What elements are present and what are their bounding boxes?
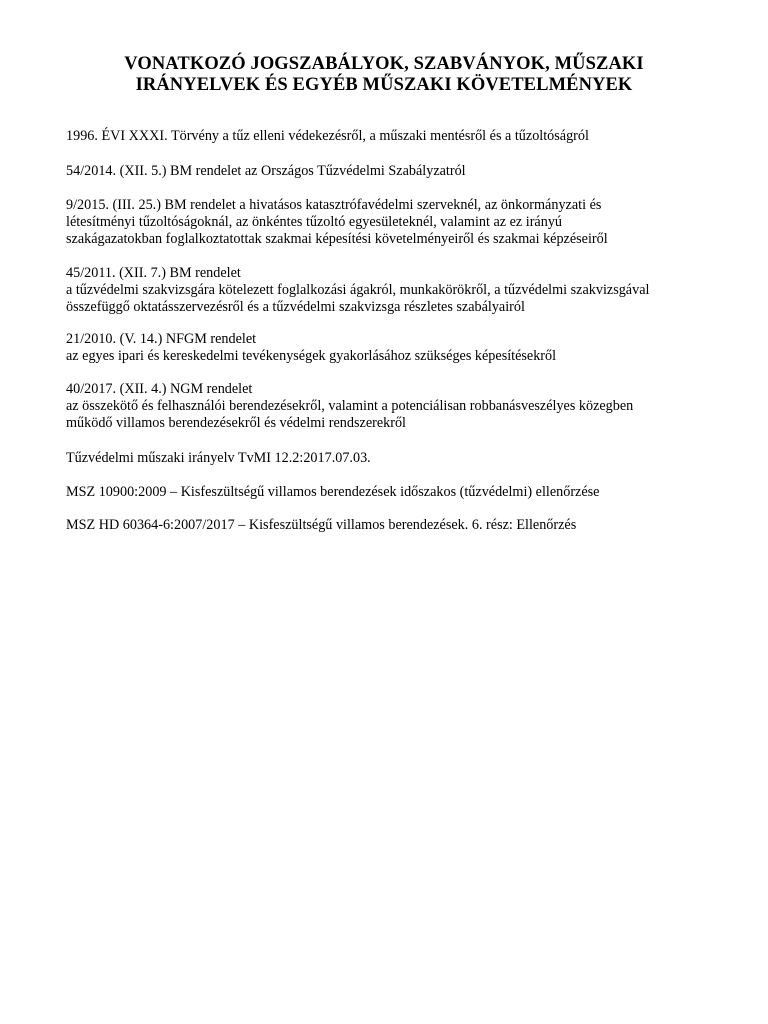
regulation-entry [66, 484, 599, 501]
entry-line: 54/2014. (XII. 5.) BM rendelet az Országos Tűzvédelmi Szabályzatról [66, 163, 466, 179]
entry-line: az összekötő és felhasználói berendezésekről, valamint a potenciálisan robbanásveszélyes közegben [66, 398, 634, 414]
entry-line: működő villamos berendezésekről és védelmi rendszerekről [66, 415, 406, 431]
entry-line: Tűzvédelmi műszaki irányelv TvMI 12.2:2017.07.03. [66, 450, 371, 466]
regulation-entry [66, 381, 633, 432]
regulation-entry [66, 517, 576, 534]
entry-line: MSZ HD 60364-6:2007/2017 – Kisfeszültségű villamos berendezések. 6. rész: Ellenőrzés [66, 517, 577, 533]
regulation-entry [66, 197, 608, 248]
entry-line: 45/2011. (XII. 7.) BM rendelet [66, 265, 241, 281]
entry-line: 21/2010. (V. 14.) NFGM rendelet [66, 331, 257, 347]
entry-line: összefüggő oktatásszervezésről és a tűzvédelmi szakvizsga részletes szabályairól [66, 299, 525, 315]
title-line-1: VONATKOZÓ JOGSZABÁLYOK, SZABVÁNYOK, MŰSZAKI [124, 54, 644, 74]
regulation-entry [66, 128, 589, 145]
entry-line: az egyes ipari és kereskedelmi tevékenységek gyakorlásához szükséges képesítésekről [66, 348, 557, 364]
regulation-entry [66, 265, 649, 316]
regulation-entry [66, 450, 371, 467]
entry-line: szakágazatokban foglalkoztatottak szakmai képesítési követelményeiről és szakmai képzéseiről [66, 231, 608, 247]
entry-line: a tűzvédelmi szakvizsgára kötelezett foglalkozási ágakról, munkakörökről, a tűzvédelmi szakvizsgával [66, 282, 650, 298]
document-title [60, 54, 708, 96]
entry-line: 9/2015. (III. 25.) BM rendelet a hivatásos katasztrófavédelmi szerveknél, az önkormányzati és [66, 197, 602, 213]
entry-line: 40/2017. (XII. 4.) NGM rendelet [66, 381, 253, 397]
regulation-entry [66, 163, 466, 180]
entry-line: MSZ 10900:2009 – Kisfeszültségű villamos berendezések időszakos (tűzvédelmi) ellenőrzése [66, 484, 600, 500]
entry-line: létesítményi tűzoltóságoknál, az önkéntes tűzoltó egyesületeknél, valamint az ez irányú [66, 214, 563, 230]
title-line-2: IRÁNYELVEK ÉS EGYÉB MŰSZAKI KÖVETELMÉNYEK [135, 75, 633, 95]
regulation-entry [66, 331, 556, 365]
entry-line: 1996. ÉVI XXXI. Törvény a tűz elleni védekezésről, a műszaki mentésről és a tűzoltóságról [66, 128, 589, 144]
